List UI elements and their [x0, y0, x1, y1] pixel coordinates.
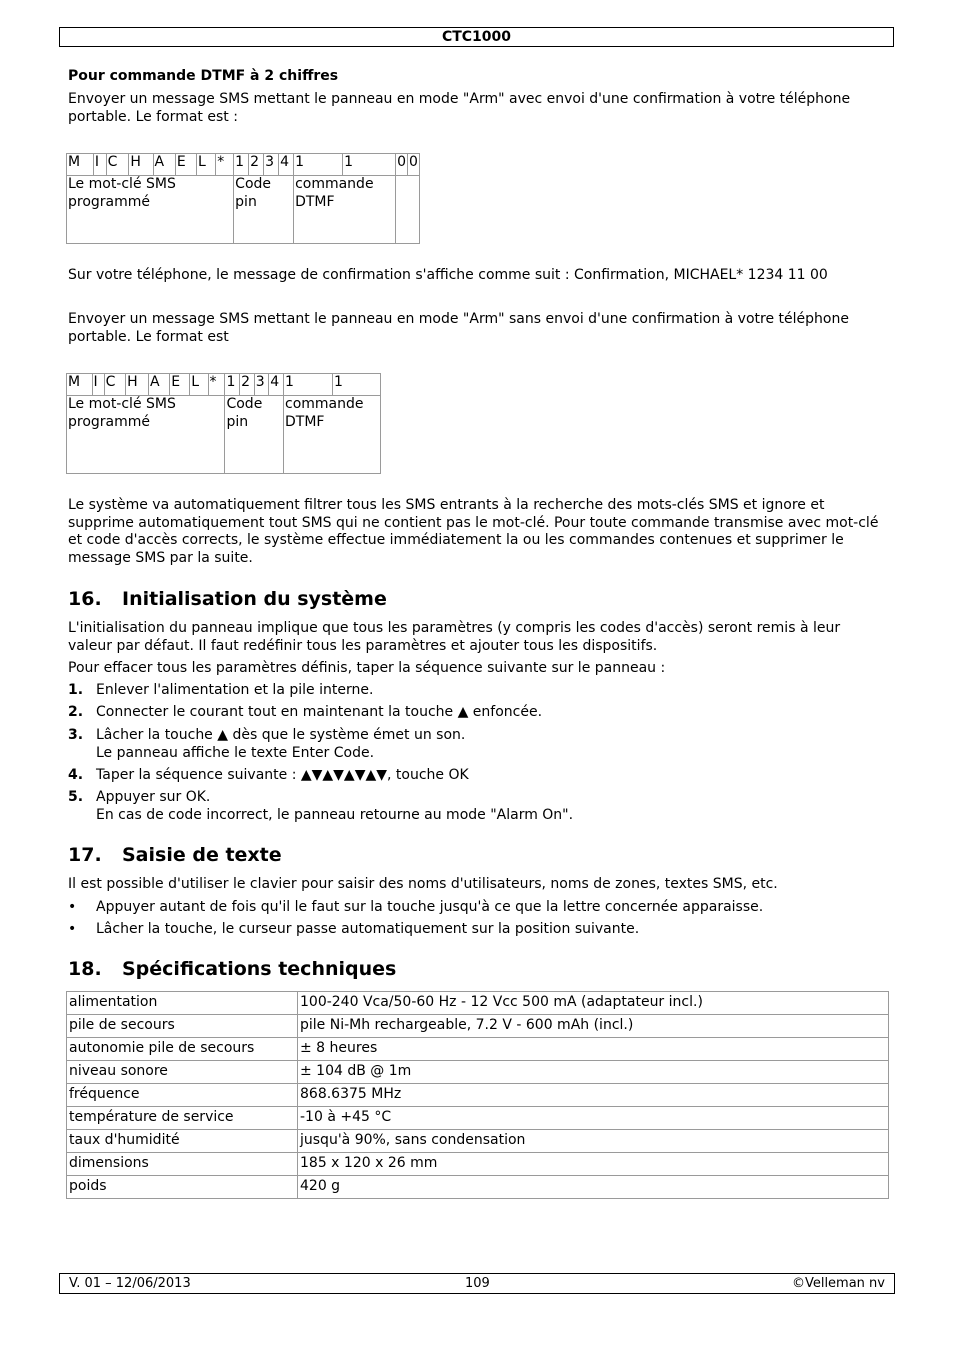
section-18-heading	[68, 958, 396, 980]
sms-char: L	[197, 154, 216, 176]
sms-char: 0	[396, 154, 408, 176]
sms-char: 0	[407, 154, 419, 176]
section-number: 16.	[68, 588, 102, 610]
spec-key: température de service	[67, 1107, 298, 1130]
spec-value: -10 à +45 °C	[298, 1107, 889, 1130]
section-number: 18.	[68, 958, 102, 980]
sms-char: A	[149, 374, 170, 396]
init-paragraph: L'initialisation du panneau implique que tous les paramètres (y compris les codes d'accès) seront remis à leur valeur par défaut. Il faut redéfinir tous les paramètres et ajouter tous les dispositifs.	[68, 620, 841, 654]
step-text-continued: Le panneau affiche le texte Enter Code.	[96, 744, 375, 761]
step-number: 4.	[68, 767, 84, 783]
sms-char: 1	[343, 154, 396, 176]
sms-label-keyword: Le mot-clé SMS programmé	[67, 396, 225, 474]
page-footer	[59, 1273, 895, 1294]
table-row	[67, 1038, 889, 1061]
sms-format-table-2	[66, 373, 381, 474]
step-text: Enlever l'alimentation et la pile interne.	[96, 682, 374, 698]
step-number: 1.	[68, 682, 84, 698]
step-text-continued: En cas de code incorrect, le panneau retourne au mode "Alarm On".	[96, 806, 574, 823]
spec-key: autonomie pile de secours	[67, 1038, 298, 1061]
sms-char: I	[93, 154, 106, 176]
sms-char: L	[190, 374, 208, 396]
table-row	[67, 1107, 889, 1130]
section-number: 17.	[68, 844, 102, 866]
sms-char: 1	[234, 154, 249, 176]
sms-char: 1	[225, 374, 240, 396]
section-16-heading	[68, 588, 387, 610]
table-row	[67, 1176, 889, 1199]
sms-char: 3	[264, 154, 279, 176]
bullet-text: Lâcher la touche, le curseur passe automatiquement sur la position suivante.	[96, 921, 640, 937]
spec-key: poids	[67, 1176, 298, 1199]
sms-label-pin: Code pin	[234, 176, 294, 244]
copyright: ©Velleman nv	[791, 1276, 885, 1291]
spec-value: 185 x 120 x 26 mm	[298, 1153, 889, 1176]
step-text: Appuyer sur OK.	[96, 789, 211, 805]
sms-char: H	[129, 154, 153, 176]
step-text: Lâcher la touche ▲ dès que le système émet un son.	[96, 727, 466, 743]
sms-label-dtmf: commande DTMF	[294, 176, 396, 244]
spec-key: dimensions	[67, 1153, 298, 1176]
sms-format-table-1	[66, 153, 420, 244]
sms-char: 4	[279, 154, 294, 176]
section-17-heading	[68, 844, 282, 866]
document-title: CTC1000	[441, 29, 512, 45]
spec-value: ± 104 dB @ 1m	[298, 1061, 889, 1084]
sms-char: C	[104, 374, 126, 396]
sms-filter-paragraph: Le système va automatiquement filtrer tous les SMS entrants à la recherche des mots-clés SMS et ignore et supprime automatiquement tout SMS qui ne contient pas le mot-clé. Pour toute commande transmise avec mot-clé et code d'accès corrects, le système effectue immédiatement la ou les commandes contenues et supprimer le message SMS par la suite.	[68, 497, 879, 566]
sms-char: C	[106, 154, 129, 176]
sms-char: M	[67, 374, 93, 396]
step-text: Connecter le courant tout en maintenant la touche ▲ enfoncée.	[96, 704, 543, 720]
table-row	[67, 1153, 889, 1176]
version-date: V. 01 – 12/06/2013	[69, 1276, 191, 1291]
step-text: Taper la séquence suivante : ▲▼▲▼▲▼▲▼, touche OK	[96, 767, 469, 783]
sms-char: 4	[269, 374, 284, 396]
sms-char: 1	[284, 374, 333, 396]
sms-char: 1	[294, 154, 343, 176]
spec-value: 868.6375 MHz	[298, 1084, 889, 1107]
table-row	[67, 1084, 889, 1107]
spec-key: alimentation	[67, 992, 298, 1015]
dtmf2-intro-arm-confirm: Envoyer un message SMS mettant le panneau en mode "Arm" avec envoi d'une confirmation à votre téléphone portable. Le format est :	[68, 91, 851, 125]
spec-value: pile Ni-Mh rechargeable, 7.2 V - 600 mAh (incl.)	[298, 1015, 889, 1038]
bullet: •	[68, 899, 77, 915]
spec-value: 100-240 Vca/50-60 Hz - 12 Vcc 500 mA (adaptateur incl.)	[298, 992, 889, 1015]
section-title: Spécifications techniques	[122, 958, 397, 980]
specifications-table	[66, 991, 889, 1199]
sms-char: *	[216, 154, 234, 176]
step-number: 3.	[68, 727, 84, 743]
spec-key: niveau sonore	[67, 1061, 298, 1084]
sms-char: A	[153, 154, 175, 176]
sms-char: E	[170, 374, 190, 396]
sms-char: I	[92, 374, 104, 396]
spec-value: 420 g	[298, 1176, 889, 1199]
table-row	[67, 1130, 889, 1153]
table-row	[67, 992, 889, 1015]
page-number: 109	[465, 1276, 490, 1291]
sms-char: E	[175, 154, 196, 176]
sms-char: 3	[254, 374, 269, 396]
dtmf2-heading: Pour commande DTMF à 2 chiffres	[68, 68, 339, 84]
step-number: 2.	[68, 704, 84, 720]
spec-key: pile de secours	[67, 1015, 298, 1038]
dtmf2-intro-arm-no-confirm: Envoyer un message SMS mettant le panneau en mode "Arm" sans envoi d'une confirmation à votre téléphone portable. Le format est	[68, 311, 849, 345]
section-title: Saisie de texte	[122, 844, 282, 866]
table-row	[67, 1061, 889, 1084]
step-number: 5.	[68, 789, 84, 805]
sms-char: M	[67, 154, 94, 176]
sms-label-keyword: Le mot-clé SMS programmé	[67, 176, 234, 244]
page-header	[59, 27, 894, 47]
text-input-paragraph: Il est possible d'utiliser le clavier pour saisir des noms d'utilisateurs, noms de zones, textes SMS, etc.	[68, 876, 778, 892]
spec-value: jusqu'à 90%, sans condensation	[298, 1130, 889, 1153]
sms-label-pin: Code pin	[225, 396, 284, 474]
bullet: •	[68, 921, 77, 937]
bullet-text: Appuyer autant de fois qu'il le faut sur la touche jusqu'à ce que la lettre concernée apparaisse.	[96, 899, 764, 915]
sms-char: 2	[240, 374, 255, 396]
spec-key: fréquence	[67, 1084, 298, 1107]
confirmation-text: Sur votre téléphone, le message de confirmation s'affiche comme suit : Confirmation, MICHAEL* 1234 11 00	[68, 267, 828, 283]
sms-char: *	[208, 374, 225, 396]
sms-char: 1	[333, 374, 381, 396]
spec-value: ± 8 heures	[298, 1038, 889, 1061]
sms-label-empty	[396, 176, 420, 244]
table-row	[67, 1015, 889, 1038]
sms-char: H	[126, 374, 149, 396]
sms-label-dtmf: commande DTMF	[284, 396, 381, 474]
spec-key: taux d'humidité	[67, 1130, 298, 1153]
init-instruction: Pour effacer tous les paramètres définis, taper la séquence suivante sur le panneau :	[68, 660, 666, 676]
section-title: Initialisation du système	[122, 588, 387, 610]
sms-char: 2	[249, 154, 264, 176]
